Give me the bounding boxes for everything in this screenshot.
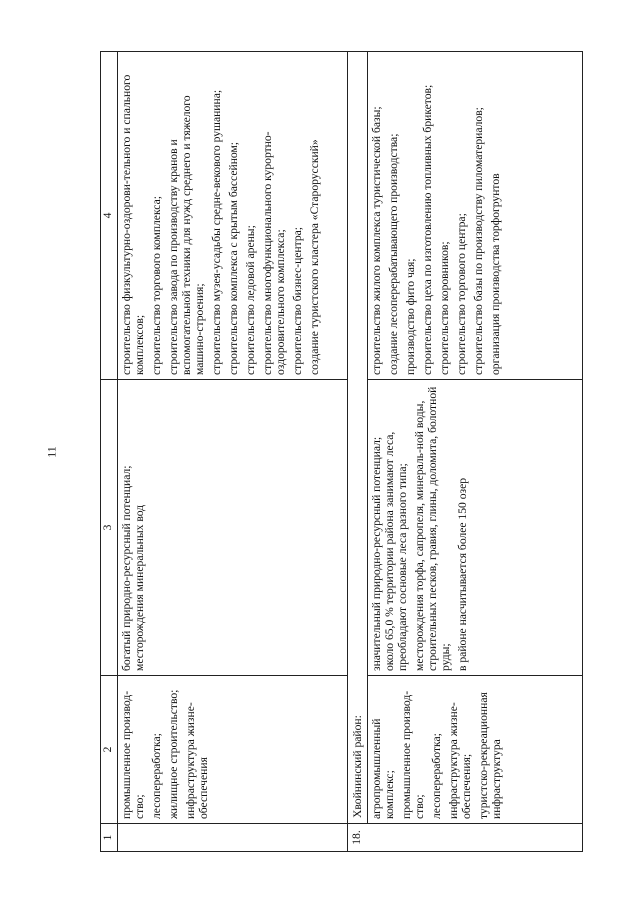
list-item: инфраструктура жизне-обеспечения <box>183 702 210 819</box>
resources-cell <box>118 380 348 676</box>
table-header-row <box>101 52 118 852</box>
resources-cell <box>367 380 582 676</box>
list-item: строительство многофункционального курортно-оздоровительного комплекса; <box>260 131 287 375</box>
list-item: строительство комплекса с крытым бассейном; <box>226 141 240 375</box>
list-item: строительство коровников; <box>437 241 451 375</box>
list-item: строительство ледовой арены; <box>243 225 257 375</box>
table-row-continuation <box>118 52 348 852</box>
projects-cell <box>367 52 582 380</box>
development-table <box>100 51 583 852</box>
header-col-2: 2 <box>101 676 118 824</box>
projects-cell <box>118 52 348 380</box>
list-item: лесопереработка; <box>149 733 163 819</box>
list-item: строительство базы по производству пиломатериалов; <box>471 107 485 375</box>
page-number: 11 <box>44 446 59 458</box>
list-item: создание туристского кластера «Старорусский» <box>307 139 321 375</box>
table-row-18 <box>348 52 368 852</box>
list-item: богатый природно-ресурсный потенциал; <box>120 465 133 671</box>
list-item: значительный природно-ресурсный потенциал; <box>369 436 383 671</box>
list-item: в районе насчитывается более 150 озер <box>455 477 469 671</box>
list-item: промышленное производ-ство; <box>399 690 426 819</box>
list-item: строительство торгового комплекса; <box>149 196 163 375</box>
list-item: строительство музея-усадьбы средне-векового рушанина; <box>209 89 223 375</box>
list-item: создание лесоперерабатывающего производства; <box>386 133 400 375</box>
list-item: месторождения торфа, сапропеля, минераль-ной воды, строительных песков, гравия, глины, доломита, болотной руды; <box>412 386 452 671</box>
list-item: инфраструктура жизне-обеспечения; <box>446 702 473 819</box>
rotated-table-container <box>100 52 605 852</box>
table-row-18-body <box>367 52 582 852</box>
header-col-3: 3 <box>101 380 118 676</box>
list-item: месторождения минеральных вод <box>132 504 146 671</box>
list-item: строительство цеха по изготовлению топливных брикетов; <box>420 84 434 375</box>
header-col-4: 4 <box>101 52 118 380</box>
list-item: строительство торгового центра; <box>454 213 468 375</box>
list-item: строительство бизнес-центра; <box>290 227 304 375</box>
list-item: лесопереработка; <box>429 733 443 819</box>
row-number: 18. <box>348 824 583 852</box>
row-number <box>118 824 348 852</box>
header-col-1: 1 <box>101 824 118 852</box>
list-item: организация производства торфогрунтов <box>488 173 502 375</box>
list-item: промышленное производ-ство; <box>120 690 146 819</box>
list-item: строительство жилого комплекса туристической базы; <box>369 106 383 375</box>
list-item: производство фито чая; <box>403 258 417 375</box>
industries-cell <box>367 676 582 824</box>
region-heading: Хвойнинский район: <box>348 52 368 824</box>
list-item: агропромышленный комплекс; <box>369 718 396 819</box>
list-item: жилищное строительство; <box>166 689 180 819</box>
list-item: строительство физкультурно-оздорови-тельного и спального комплексов; <box>120 74 146 375</box>
industries-cell <box>118 676 348 824</box>
list-item: около 65,0 % территории района занимают леса, преобладают сосновые леса разного типа; <box>382 431 409 671</box>
list-item: строительство завода по производству кранов и вспомогательной техники для нужд среднего и тяжелого машино-строения; <box>166 95 206 375</box>
list-item: туристско-рекреационная инфраструктура <box>476 692 503 819</box>
